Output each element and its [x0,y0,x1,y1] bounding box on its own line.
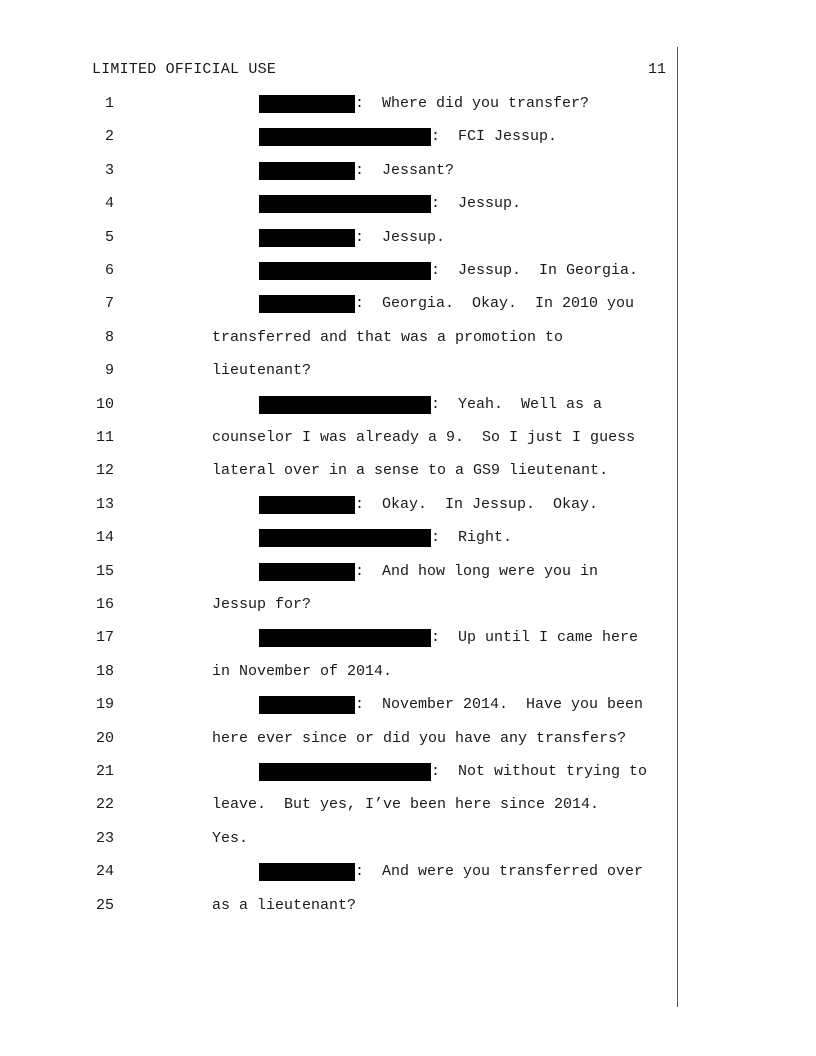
transcript-line [0,563,676,585]
line-number: 19 [95,696,114,714]
speaker-line-text: : Georgia. Okay. In 2010 you [355,295,635,313]
line-number: 9 [104,362,114,380]
speaker-line-text: : Right. [431,529,513,547]
transcript-line [0,529,676,551]
classification-header: LIMITED OFFICIAL USE [92,61,277,78]
continuation-line-text: transferred and that was a promotion to [212,328,564,346]
continuation-line-text: Yes. [212,829,249,847]
redacted-speaker-name [259,95,355,113]
transcript-line [0,362,676,384]
transcript-line [0,462,676,484]
transcript-line [0,663,676,685]
line-number: 6 [104,262,114,279]
redacted-speaker-name [259,763,431,781]
speaker-line-text: : Not without trying to [431,763,648,780]
redacted-speaker-name [259,229,355,247]
redacted-speaker-name [259,295,355,313]
transcript-line [0,162,676,184]
continuation-line-text: here ever since or did you have any transfers? [212,729,627,747]
transcript-line [0,897,676,919]
redacted-speaker-name [259,563,355,581]
speaker-line-text: : FCI Jessup. [431,128,558,146]
continuation-line-text: leave. But yes, I’ve been here since 2014. [212,796,600,814]
line-number: 2 [104,128,114,146]
line-number: 12 [95,462,114,480]
transcript-line [0,730,676,752]
line-number: 13 [95,495,114,513]
line-number: 14 [95,529,114,547]
transcript-line [0,863,676,885]
right-margin-rule [677,47,678,1007]
line-number: 11 [95,429,114,446]
line-number: 4 [104,195,114,213]
transcript-line [0,830,676,852]
line-number: 23 [95,829,114,847]
continuation-line-text: Jessup for? [212,596,312,613]
transcript-line [0,396,676,418]
speaker-line-text: : Jessup. In Georgia. [431,262,639,279]
redacted-speaker-name [259,396,431,414]
speaker-line-text: : Where did you transfer? [355,95,590,112]
line-number: 21 [95,763,114,780]
transcript-line [0,629,676,651]
continuation-line-text: counselor I was already a 9. So I just I guess [212,429,636,446]
continuation-line-text: as a lieutenant? [212,896,357,914]
transcript-line [0,195,676,217]
transcript-line [0,696,676,718]
line-number: 18 [95,662,114,680]
line-number: 20 [95,729,114,747]
line-number: 15 [95,562,114,580]
speaker-line-text: : Up until I came here [431,629,639,647]
speaker-line-text: : Jessup. [431,195,522,213]
transcript-line [0,329,676,351]
redacted-speaker-name [259,162,355,180]
line-number: 1 [104,95,114,112]
speaker-line-text: : Jessup. [355,228,446,246]
transcript-line [0,295,676,317]
speaker-line-text: : November 2014. Have you been [355,696,644,714]
redacted-speaker-name [259,262,431,280]
redacted-speaker-name [259,128,431,146]
line-number: 24 [95,863,114,881]
transcript-line [0,95,676,117]
redacted-speaker-name [259,529,431,547]
redacted-speaker-name [259,496,355,514]
transcript-line [0,429,676,451]
transcript-line [0,262,676,284]
line-number: 3 [104,161,114,179]
speaker-line-text: : Okay. In Jessup. Okay. [355,495,599,513]
line-number: 5 [104,228,114,246]
line-number: 8 [104,328,114,346]
line-number: 10 [95,395,114,413]
continuation-line-text: in November of 2014. [212,662,393,680]
redacted-speaker-name [259,696,355,714]
line-number: 16 [95,596,114,613]
continuation-line-text: lateral over in a sense to a GS9 lieutenant. [212,462,609,480]
speaker-line-text: : Jessant? [355,161,455,179]
line-number: 22 [95,796,114,814]
transcript-line [0,763,676,785]
redacted-speaker-name [259,195,431,213]
transcript-line [0,229,676,251]
transcript-line [0,496,676,518]
transcript-line [0,796,676,818]
redacted-speaker-name [259,863,355,881]
transcript-line [0,596,676,618]
speaker-line-text: : And how long were you in [355,562,599,580]
continuation-line-text: lieutenant? [212,362,312,380]
line-number: 7 [104,295,114,313]
line-number: 25 [95,896,114,914]
transcript-line [0,128,676,150]
speaker-line-text: : And were you transferred over [355,863,644,881]
page-number: 11 [647,61,666,78]
speaker-line-text: : Yeah. Well as a [431,395,603,413]
line-number: 17 [95,629,114,647]
redacted-speaker-name [259,629,431,647]
